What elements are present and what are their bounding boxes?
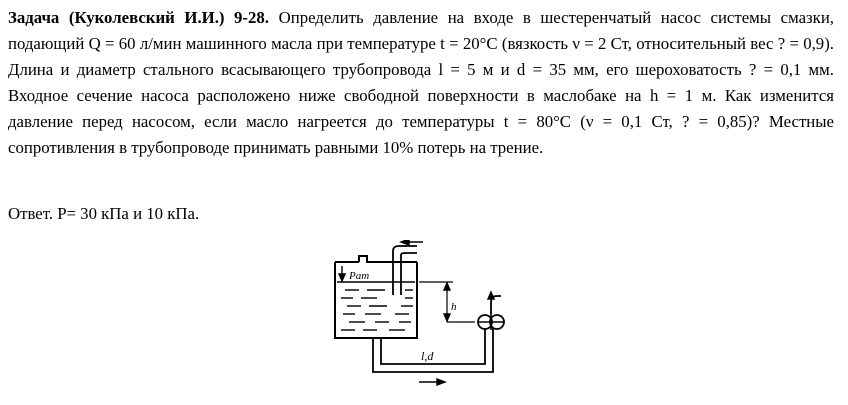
answer-line: Ответ. Р= 30 кПа и 10 кПа.: [8, 204, 200, 223]
pump-diagram-svg: [315, 240, 525, 400]
return-flow-arrowhead: [401, 240, 409, 245]
pressure-arrowhead: [339, 274, 345, 281]
problem-title: Задача (Куколевский И.И.) 9-28.: [8, 8, 270, 27]
pressure-label: Pат: [349, 270, 370, 282]
return-pipe: [393, 246, 417, 262]
pump-outlet-arrowhead: [488, 292, 494, 299]
height-arrow-bottom: [444, 314, 450, 321]
tank-outline: [335, 262, 417, 338]
height-arrow-top: [444, 283, 450, 290]
return-pipe-inner: [393, 262, 401, 295]
pump-diagram: [315, 240, 525, 400]
suction-flow-arrowhead: [437, 379, 445, 385]
liquid-dashes: [341, 290, 413, 330]
problem-text: Определить давление на входе в шестеренчатый насос системы смазки, подающий Q = 60 л/мин машинного масла при температуре t = 20°C (вязкость ν = 2 Ст, относительный вес ? = 0,9). Длина и диаметр стального всасывающего трубопровода l = 5 м и d = 35 мм, его шероховатость ? = 0,1 мм. Входное сечение насоса расположено ниже свободной поверхности в маслобаке на h = 1 м. Как изменится давление перед насосом, если масло нагреется до температуры t = 80°C (ν = 0,1 Ст, ? = 0,85)? Местные сопротивления в трубопроводе принимать равными 10% потерь на трение.: [8, 8, 834, 157]
tank-lid: [335, 256, 417, 262]
problem-statement: [8, 5, 834, 161]
height-label: h: [451, 301, 457, 313]
pipe-label: l,d: [421, 349, 434, 363]
